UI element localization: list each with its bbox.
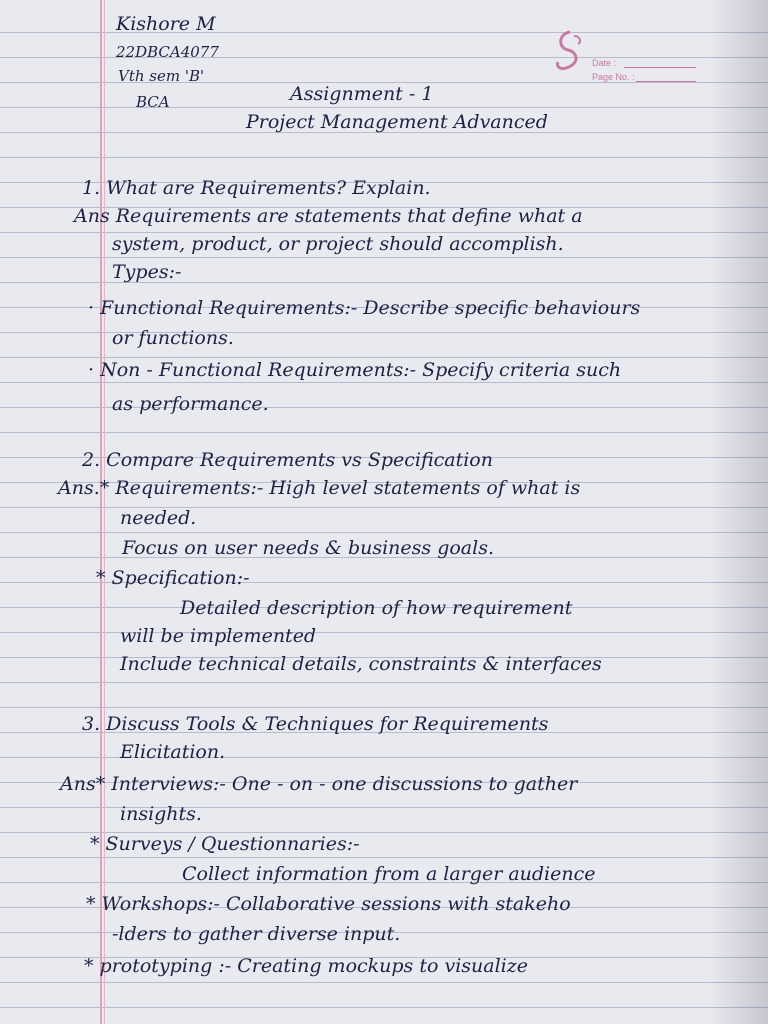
- question-2: 2. Compare Requirements vs Specification: [82, 449, 493, 471]
- answer-1-line-3: Types:-: [112, 261, 182, 283]
- answer-1-line-6: · Non - Functional Requirements:- Specify criteria such: [88, 359, 622, 381]
- question-1: 1. What are Requirements? Explain.: [82, 177, 431, 199]
- notebook-brand-logo-icon: [552, 28, 588, 74]
- answer-1-line-1: Ans Requirements are statements that define what a: [74, 205, 583, 227]
- answer-2-line-1: Ans.* Requirements:- High level statements of what is: [58, 477, 581, 499]
- answer-3-line-3: * Surveys / Questionnaries:-: [90, 833, 360, 855]
- subject-title: Project Management Advanced: [246, 111, 548, 133]
- answer-3-line-6: -lders to gather diverse input.: [112, 923, 401, 945]
- page-no-line: [636, 81, 696, 82]
- answer-3-line-5: * Workshops:- Collaborative sessions with stakeho: [86, 893, 571, 915]
- question-3: 3. Discuss Tools & Techniques for Requirements: [82, 713, 549, 735]
- date-line: [624, 67, 696, 68]
- answer-3-line-1: Ans* Interviews:- One - on - one discussions to gather: [60, 773, 578, 795]
- answer-1-line-7: as performance.: [112, 393, 269, 415]
- student-semester: Vth sem 'B': [118, 67, 205, 85]
- answer-1-line-4: · Functional Requirements:- Describe specific behaviours: [88, 297, 641, 319]
- question-3-continued: Elicitation.: [120, 741, 226, 763]
- answer-2-line-5: Detailed description of how requirement: [180, 597, 573, 619]
- page-no-label: Page No. :: [592, 72, 635, 82]
- assignment-title: Assignment - 1: [290, 83, 434, 105]
- answer-1-line-2: system, product, or project should accomplish.: [112, 233, 564, 255]
- student-course: BCA: [136, 93, 170, 111]
- answer-2-line-3: Focus on user needs & business goals.: [122, 537, 494, 559]
- margin-line-inner: [104, 0, 105, 1024]
- margin-line: [100, 0, 102, 1024]
- answer-2-line-4: * Specification:-: [96, 567, 250, 589]
- answer-1-line-5: or functions.: [112, 327, 234, 349]
- student-name: Kishore M: [116, 13, 216, 35]
- answer-2-line-6: will be implemented: [120, 625, 317, 647]
- answer-2-line-2: needed.: [120, 507, 197, 529]
- answer-3-line-2: insights.: [120, 803, 202, 825]
- student-reg-number: 22DBCA4077: [116, 43, 219, 61]
- answer-3-line-7: * prototyping :- Creating mockups to visualize: [84, 955, 528, 977]
- page-edge-shadow: [708, 0, 768, 1024]
- answer-3-line-4: Collect information from a larger audience: [182, 863, 596, 885]
- answer-2-line-7: Include technical details, constraints & interfaces: [120, 653, 602, 675]
- date-label: Date :: [592, 58, 617, 68]
